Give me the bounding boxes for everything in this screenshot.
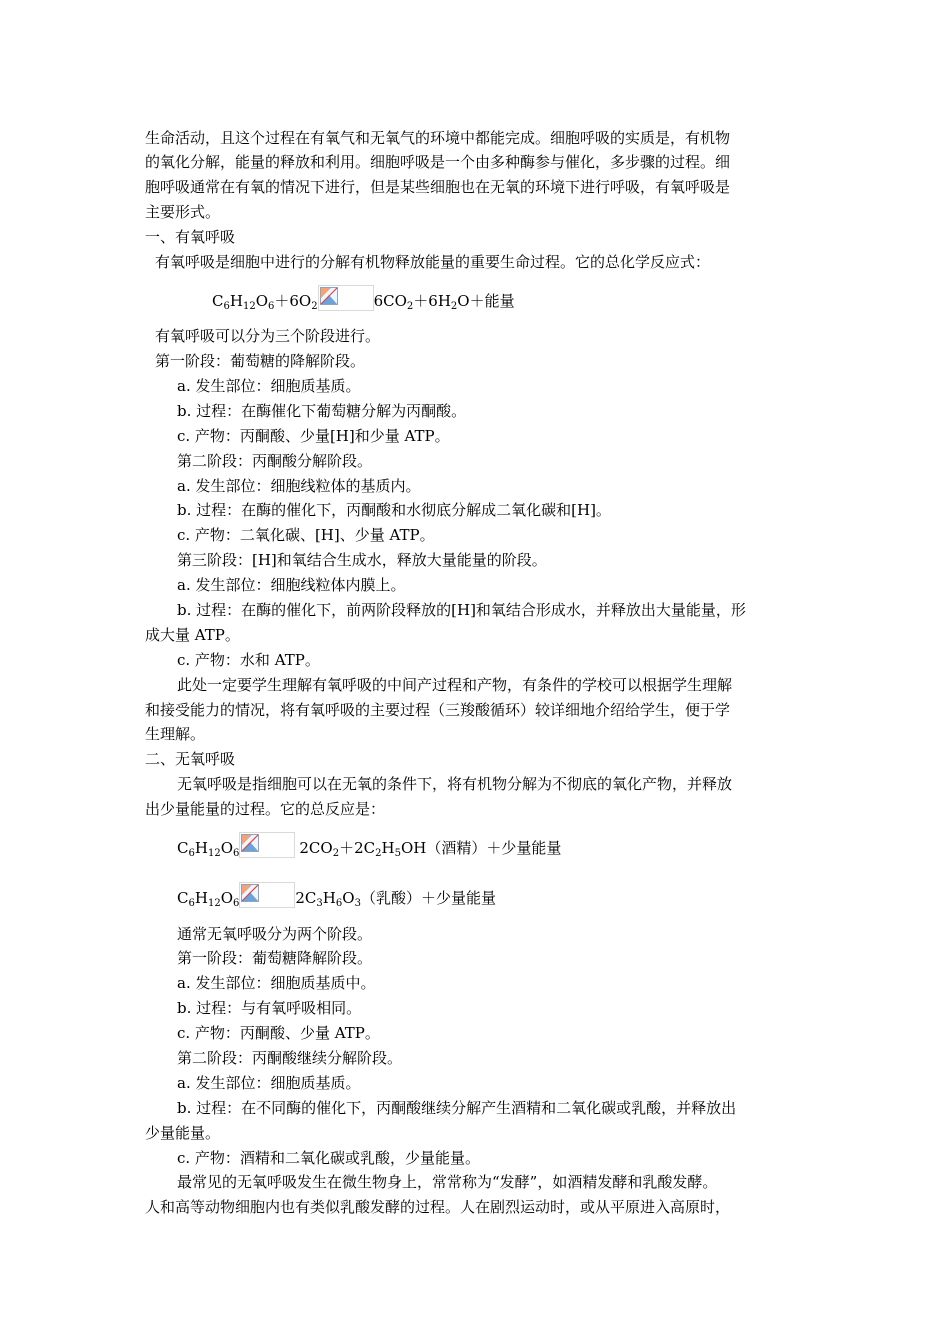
- anaerobic-equation-1-left: $C_6H_{12}O_6$: [177, 839, 240, 859]
- intro-line-4: 主要形式。: [145, 203, 221, 221]
- aerobic-stage2-location: a. 发生部位：细胞线粒体的基质内。: [177, 477, 421, 495]
- anaerobic-stage1-title: 第一阶段：葡萄糖降解阶段。: [177, 949, 373, 967]
- anaerobic-equation-2: [177, 882, 496, 908]
- aerobic-stages-intro: 有氧呼吸可以分为三个阶段进行。: [155, 327, 381, 345]
- intro-line-1: 生命活动，且这个过程在有氧气和无氧气的环境中都能完成。细胞呼吸的实质是，有机物: [145, 129, 731, 147]
- aerobic-note-line-2: 和接受能力的情况，将有氧呼吸的主要过程（三羧酸循环）较详细地介绍给学生，便于学: [145, 701, 731, 719]
- aerobic-stage2-title: 第二阶段：丙酮酸分解阶段。: [177, 452, 373, 470]
- anaerobic-equation-1-right: $2CO_2+2C_2H_5OH$（酒精）＋少量能量: [299, 839, 562, 859]
- anaerobic-stage1-location: a. 发生部位：细胞质基质中。: [177, 974, 376, 992]
- aerobic-stage2-products: c. 产物：二氧化碳、[H]、少量 ATP。: [177, 526, 435, 544]
- anaerobic-stage2-products: c. 产物：酒精和二氧化碳或乳酸，少量能量。: [177, 1149, 480, 1167]
- anaerobic-heading: 二、无氧呼吸: [145, 750, 236, 768]
- anaerobic-stage2-process-1: b. 过程：在不同酶的催化下，丙酮酸继续分解产生酒精和二氧化碳或乳酸，并释放出: [177, 1099, 737, 1117]
- aerobic-equation-right: $6CO_2+6H_2O+$能量: [373, 292, 515, 312]
- intro-line-3: 胞呼吸通常在有氧的情况下进行，但是某些细胞也在无氧的环境下进行呼吸，有氧呼吸是: [145, 178, 731, 196]
- aerobic-stage1-products: c. 产物：丙酮酸、少量[H]和少量 ATP。: [177, 427, 450, 445]
- broken-image-icon: [239, 882, 295, 908]
- anaerobic-stages-intro: 通常无氧呼吸分为两个阶段。: [177, 925, 373, 943]
- aerobic-note-line-1: 此处一定要学生理解有氧呼吸的中间产过程和产物，有条件的学校可以根据学生理解: [177, 676, 733, 694]
- broken-image-icon: [318, 285, 374, 311]
- aerobic-equation: [212, 285, 515, 311]
- aerobic-stage3-products: c. 产物：水和 ATP。: [177, 651, 320, 669]
- aerobic-note-line-3: 生理解。: [145, 725, 206, 743]
- fermentation-line-2: 人和高等动物细胞内也有类似乳酸发酵的过程。人在剧烈运动时，或从平原进入高原时，: [145, 1198, 731, 1216]
- anaerobic-stage2-title: 第二阶段：丙酮酸继续分解阶段。: [177, 1049, 403, 1067]
- aerobic-equation-left: $C_6H_{12}O_6+6O_2$: [212, 292, 318, 312]
- aerobic-stage3-location: a. 发生部位：细胞线粒体内膜上。: [177, 576, 406, 594]
- aerobic-stage3-process-2: 成大量 ATP。: [145, 626, 240, 644]
- aerobic-stage3-process-1: b. 过程：在酶的催化下，前两阶段释放的[H]和氧结合形成水，并释放出大量能量，形: [177, 601, 746, 619]
- intro-line-2: 的氧化分解，能量的释放和利用。细胞呼吸是一个由多种酶参与催化，多步骤的过程。细: [145, 153, 731, 171]
- anaerobic-definition-1: 无氧呼吸是指细胞可以在无氧的条件下，将有机物分解为不彻底的氧化产物，并释放: [177, 775, 733, 793]
- anaerobic-equation-1: [177, 832, 561, 858]
- aerobic-stage1-process: b. 过程：在酶催化下葡萄糖分解为丙酮酸。: [177, 402, 467, 420]
- broken-image-icon: [239, 832, 295, 858]
- anaerobic-stage1-process: b. 过程：与有氧呼吸相同。: [177, 999, 362, 1017]
- anaerobic-stage1-products: c. 产物：丙酮酸、少量 ATP。: [177, 1024, 380, 1042]
- anaerobic-equation-2-right: $2C_3H_6O_3$（乳酸）＋少量能量: [295, 889, 496, 909]
- aerobic-definition: 有氧呼吸是细胞中进行的分解有机物释放能量的重要生命过程。它的总化学反应式：: [155, 253, 711, 271]
- anaerobic-equation-2-left: $C_6H_{12}O_6$: [177, 889, 240, 909]
- aerobic-stage1-location: a. 发生部位：细胞质基质。: [177, 377, 361, 395]
- aerobic-stage1-title: 第一阶段：葡萄糖的降解阶段。: [155, 352, 366, 370]
- anaerobic-stage2-location: a. 发生部位：细胞质基质。: [177, 1074, 361, 1092]
- aerobic-stage3-title: 第三阶段：[H]和氧结合生成水，释放大量能量的阶段。: [177, 551, 547, 569]
- aerobic-heading: 一、有氧呼吸: [145, 228, 236, 246]
- aerobic-stage2-process: b. 过程：在酶的催化下，丙酮酸和水彻底分解成二氧化碳和[H]。: [177, 501, 611, 519]
- anaerobic-stage2-process-2: 少量能量。: [145, 1124, 221, 1142]
- fermentation-line-1: 最常见的无氧呼吸发生在微生物身上，常常称为“发酵”，如酒精发酵和乳酸发酵。: [177, 1173, 718, 1191]
- anaerobic-definition-2: 出少量能量的过程。它的总反应是：: [145, 800, 386, 818]
